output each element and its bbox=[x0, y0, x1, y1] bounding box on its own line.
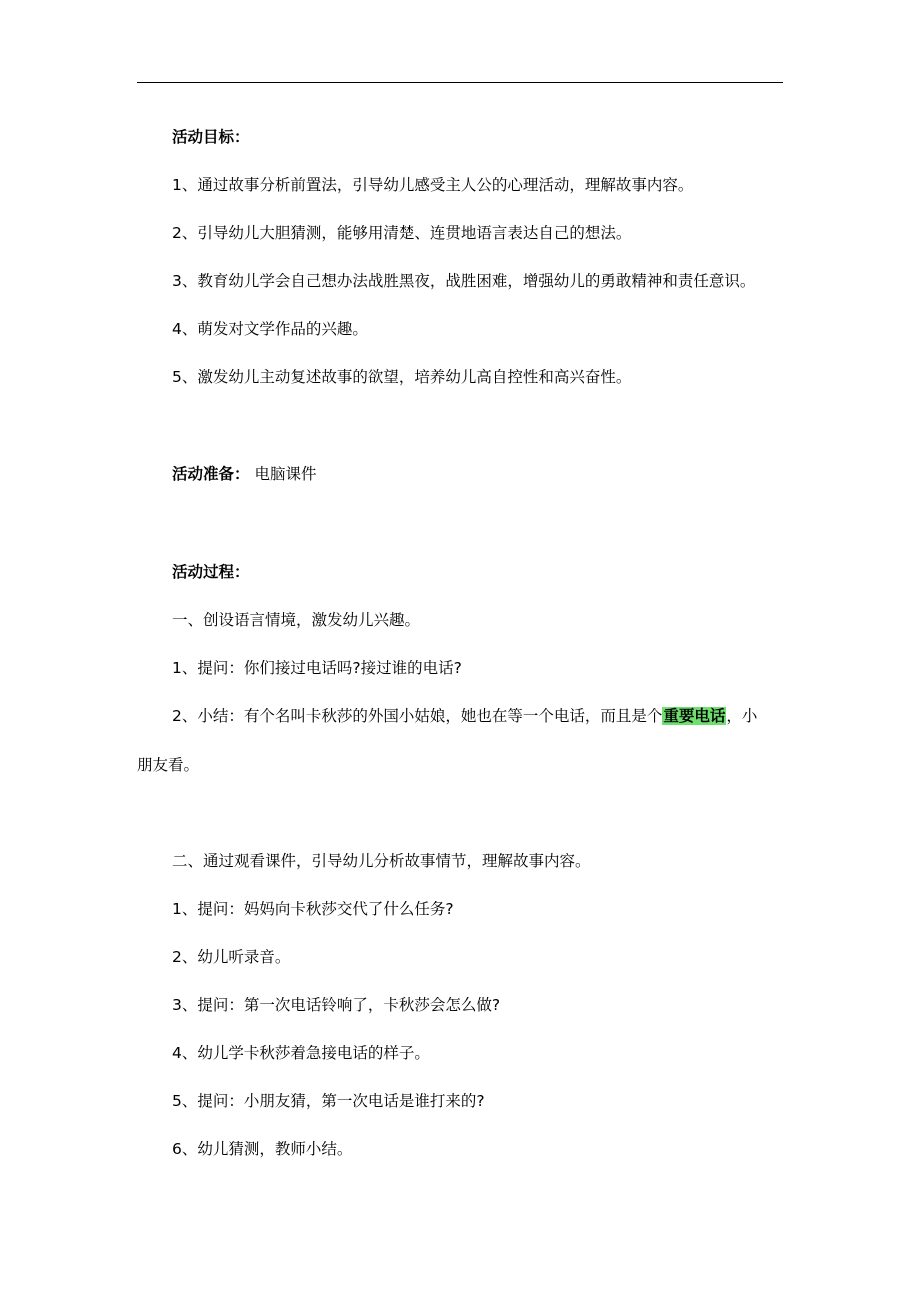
part2-item-2: 2、幼儿听录音。 bbox=[172, 948, 291, 966]
part2-item-5: 5、提问：小朋友猜，第一次电话是谁打来的? bbox=[172, 1092, 485, 1110]
part2-item-3: 3、提问：第一次电话铃响了，卡秋莎会怎么做? bbox=[172, 996, 501, 1014]
goal-item-3: 3、教育幼儿学会自己想办法战胜黑夜，战胜困难，增强幼儿的勇敢精神和责任意识。 bbox=[172, 272, 756, 290]
top-rule bbox=[137, 82, 783, 83]
goal-item-1: 1、通过故事分析前置法，引导幼儿感受主人公的心理活动，理解故事内容。 bbox=[172, 176, 694, 194]
highlighted-phrase: 重要电话 bbox=[663, 707, 726, 725]
preparation-line bbox=[172, 463, 316, 485]
part1-item-2-continuation: 朋友看。 bbox=[137, 756, 200, 774]
part1-item-1: 1、提问：你们接过电话吗?接过谁的电话? bbox=[172, 659, 462, 677]
part2-item-4: 4、幼儿学卡秋莎着急接电话的样子。 bbox=[172, 1044, 430, 1062]
process-heading: 活动过程： bbox=[172, 563, 250, 581]
part1-title: 一、创设语言情境，激发幼儿兴趣。 bbox=[172, 611, 421, 629]
goals-heading: 活动目标： bbox=[172, 128, 250, 146]
preparation-text: 电脑课件 bbox=[254, 465, 317, 483]
goal-item-5: 5、激发幼儿主动复述故事的欲望，培养幼儿高自控性和高兴奋性。 bbox=[172, 368, 632, 386]
part1-item-2 bbox=[172, 705, 757, 727]
part1-item-2-tail: ，小 bbox=[726, 707, 758, 725]
goal-item-4: 4、萌发对文学作品的兴趣。 bbox=[172, 320, 368, 338]
part2-title: 二、通过观看课件，引导幼儿分析故事情节，理解故事内容。 bbox=[172, 852, 591, 870]
goal-item-2: 2、引导幼儿大胆猜测，能够用清楚、连贯地语言表达自己的想法。 bbox=[172, 224, 632, 242]
part2-item-1: 1、提问：妈妈向卡秋莎交代了什么任务? bbox=[172, 900, 454, 918]
preparation-heading: 活动准备： bbox=[172, 465, 250, 483]
part1-item-2-text: 2、小结：有个名叫卡秋莎的外国小姑娘，她也在等一个电话，而且是个 bbox=[172, 707, 663, 725]
part2-item-6: 6、幼儿猜测，教师小结。 bbox=[172, 1140, 353, 1158]
